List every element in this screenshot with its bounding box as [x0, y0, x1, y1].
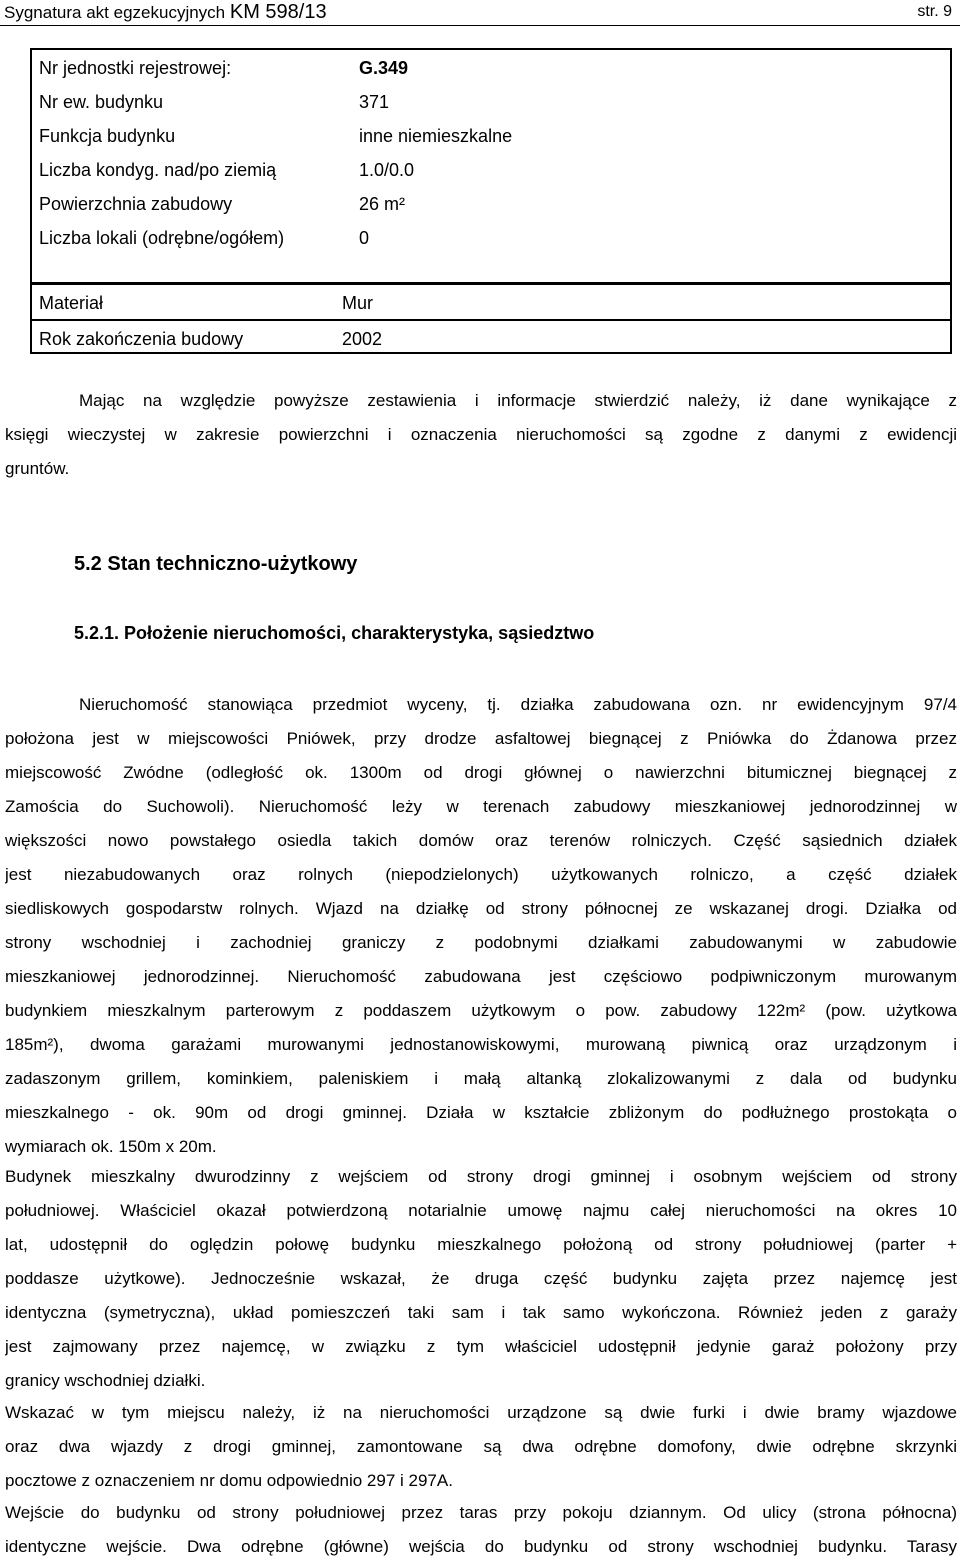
text-line: 185m²), dwoma garażami murowanymi jednostanowiskowymi, murowaną piwnicą oraz urządzonym i	[5, 1035, 957, 1054]
page-number: str. 9	[917, 3, 952, 20]
text-line: Wejście do budynku od strony południowej przez taras przy pokoju dziannym. Od ulicy (strona północna)	[5, 1503, 957, 1522]
text-line: Budynek mieszkalny dwurodzinny z wejściem od strony drogi gminnej i osobnym wejściem od strony	[5, 1167, 957, 1186]
text-line: większości nowo powstałego osiedla takich domów oraz terenów rolniczych. Część sąsiednich działek	[5, 831, 957, 850]
location-paragraph	[5, 688, 957, 1164]
row-label-material: Materiał	[39, 293, 104, 313]
text-line: Wskazać w tym miejscu należy, iż na nieruchomości urządzone są dwie furki i dwie bramy wjazdowe	[5, 1403, 957, 1422]
row-value-registry-unit: G.349	[359, 58, 409, 78]
text-line: mieszkaniowej jednorodzinnej. Nieruchomość zabudowana jest częściowo podpiwniczonym murowanym	[5, 967, 957, 986]
table-divider	[32, 319, 950, 321]
header-title	[4, 1, 327, 24]
text-line: siedliskowych gospodarstw rolnych. Wjazd na działkę od strony północnej ze wskazanej drogi. Działka od	[5, 899, 957, 918]
entrance-paragraph	[5, 1496, 957, 1564]
text-line: wymiarach ok. 150m x 20m.	[5, 1137, 217, 1156]
text-line: księgi wieczystej w zakresie powierzchni i oznaczenia nieruchomości są zgodne z danymi z ewidencji	[5, 425, 957, 444]
page-header	[0, 0, 960, 24]
text-line: zadaszonym grillem, kominkiem, paleniskiem i małą altanką zlokalizowanymi z dala od budynku	[5, 1069, 957, 1088]
building-info-table	[30, 48, 952, 284]
text-line: granicy wschodniej działki.	[5, 1371, 206, 1390]
row-value-built-area: 26 m²	[359, 194, 406, 214]
summary-paragraph	[5, 384, 957, 486]
row-label-building-function: Funkcja budynku	[39, 126, 176, 146]
text-line: gruntów.	[5, 459, 70, 478]
row-value-units: 0	[359, 228, 370, 248]
text-line: jest niezabudowanych oraz rolnych (niepodzielonych) użytkowanych rolniczo, a część działek	[5, 865, 957, 884]
text-line: jest zajmowany przez najemcę, w związku z tym właściciel udostępnił jedynie garaż położony przy	[5, 1337, 957, 1356]
text-line: miejscowość Zwódne (odległość ok. 1300m od drogi głównej o nawierzchni bitumicznej biegnącej z	[5, 763, 957, 782]
case-number: KM 598/13	[229, 1, 327, 23]
text-line: południowej. Właściciel okazał potwierdzoną notarialnie umowę najmu całej nieruchomości na okres 10	[5, 1201, 957, 1220]
row-value-material: Mur	[342, 293, 373, 313]
subsection-title: 5.2.1. Położenie nieruchomości, charakterystyka, sąsiedztwo	[74, 623, 595, 643]
header-rule	[0, 25, 960, 26]
row-value-building-no: 371	[359, 92, 390, 112]
row-value-building-function: inne niemieszkalne	[359, 126, 513, 146]
text-line: Mając na względzie powyższe zestawienia i informacje stwierdzić należy, iż dane wynikające z	[79, 391, 957, 410]
row-label-units: Liczba lokali (odrębne/ogółem)	[39, 228, 285, 248]
row-label-storeys: Liczba kondyg. nad/po ziemią	[39, 160, 277, 180]
text-line: budynkiem mieszkalnym parterowym z poddaszem użytkowym o pow. zabudowy 122m² (pow. użytkowa	[5, 1001, 957, 1020]
row-label-built-area: Powierzchnia zabudowy	[39, 194, 233, 214]
text-line: strony wschodniej i zachodniej graniczy z podobnymi działkami zabudowanymi w zabudowie	[5, 933, 957, 952]
text-line: identyczna (symetryczna), układ pomieszczeń taki sam i tak samo wykończona. Również jeden z garaży	[5, 1303, 957, 1322]
building-paragraph	[5, 1160, 957, 1398]
text-line: lat, udostępnił do oględzin połowę budynku mieszkalnego położoną od strony południowej (parter +	[5, 1235, 957, 1254]
row-label-building-no: Nr ew. budynku	[39, 92, 164, 112]
text-line: poddasze użytkowe). Jednocześnie wskazał, że druga część budynku zajęta przez najemcę jest	[5, 1269, 957, 1288]
row-label-completion-year: Rok zakończenia budowy	[39, 329, 244, 349]
gates-paragraph	[5, 1396, 957, 1498]
text-line: identyczne wejście. Dwa odrębne (główne) wejścia do budynku od strony wschodniej budynku. Tarasy	[5, 1537, 957, 1556]
section-title: 5.2 Stan techniczno-użytkowy	[74, 553, 358, 575]
header-title-prefix: Sygnatura akt egzekucyjnych	[4, 3, 230, 22]
text-line: Zamościa do Suchowoli). Nieruchomość leży w terenach zabudowy mieszkaniowej jednorodzinnej w	[5, 797, 957, 816]
material-table	[30, 283, 952, 354]
text-line: mieszkalnego - ok. 90m od drogi gminnej. Działa w kształcie zbliżonym do podłużnego prostokąta o	[5, 1103, 957, 1122]
row-label-registry-unit: Nr jednostki rejestrowej:	[39, 58, 232, 78]
text-line: położona jest w miejscowości Pniówek, przy drodze asfaltowej biegnącej z Pniówka do Żdanowa przez	[5, 729, 957, 748]
text-line: oraz dwa wjazdy z drogi gminnej, zamontowane są dwa odrębne domofony, dwie odrębne skrzynki	[5, 1437, 957, 1456]
text-line: pocztowe z oznaczeniem nr domu odpowiednio 297 i 297A.	[5, 1471, 453, 1490]
row-value-storeys: 1.0/0.0	[359, 160, 415, 180]
row-value-completion-year: 2002	[342, 329, 383, 349]
text-line: Nieruchomość stanowiąca przedmiot wyceny, tj. działka zabudowana ozn. nr ewidencyjnym 97/4	[79, 695, 957, 714]
